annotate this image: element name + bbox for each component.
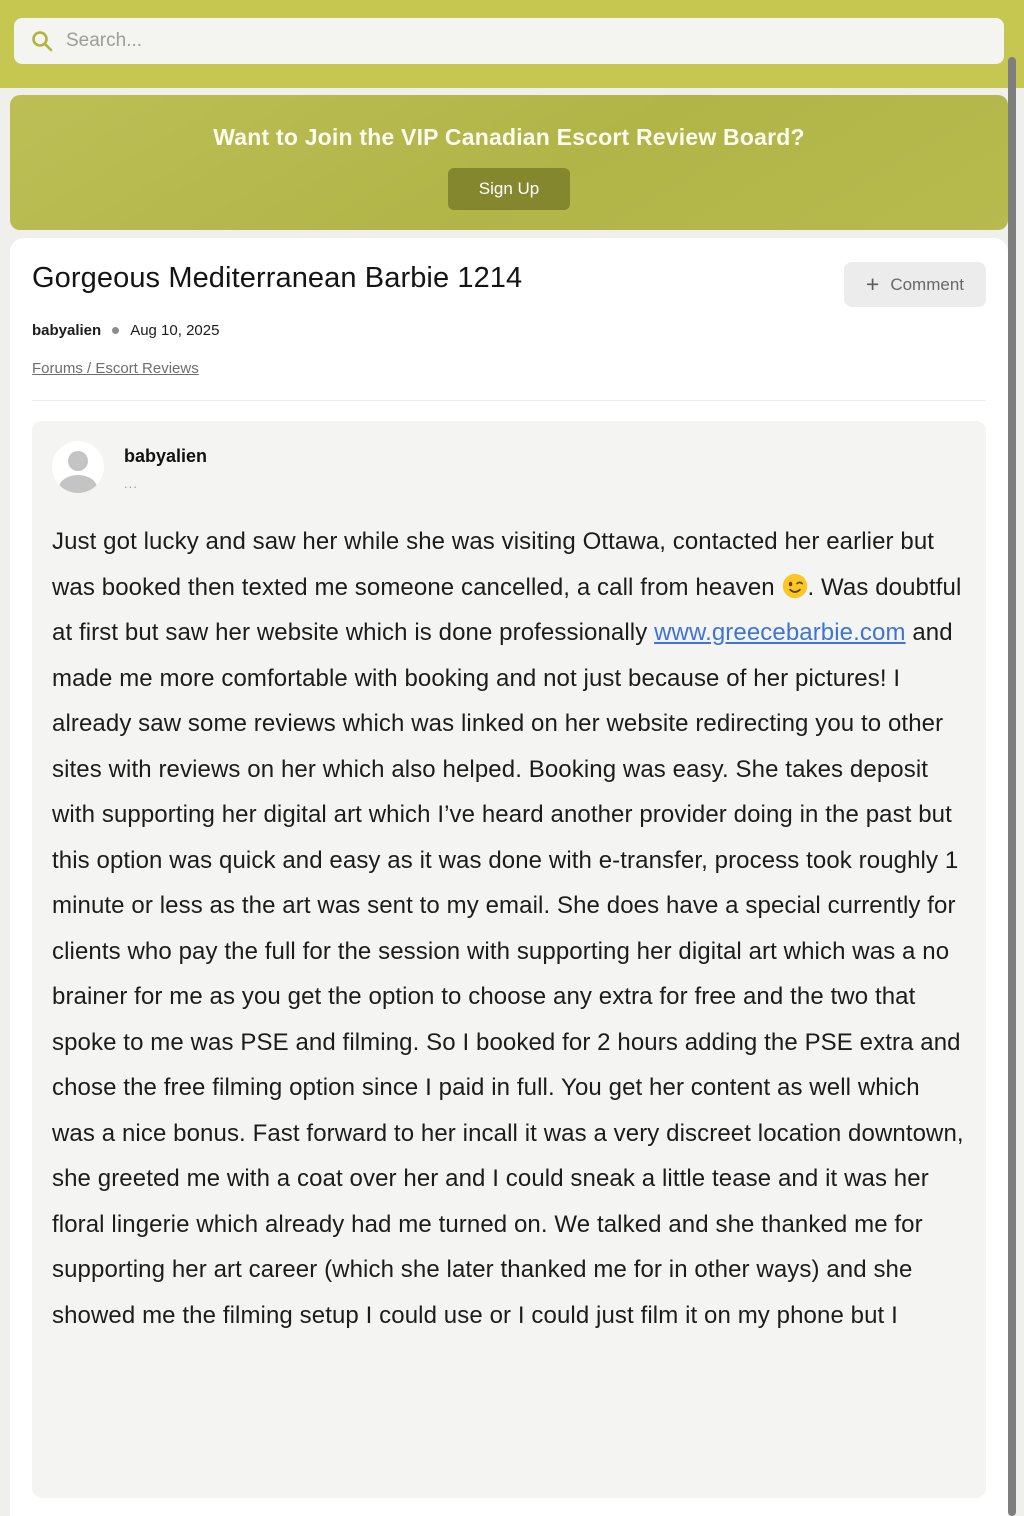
thread-date: Aug 10, 2025 <box>130 322 220 339</box>
thread-card <box>10 238 1008 1516</box>
divider <box>32 400 986 401</box>
top-header <box>0 0 1024 88</box>
vip-banner <box>10 95 1008 230</box>
thread-meta <box>32 322 986 339</box>
page-title: Gorgeous Mediterranean Barbie 1214 <box>32 262 523 294</box>
post-text-1: Just got lucky and saw her while she was visiting Ottawa, contacted her earlier but was booked then texted me someone cancelled, a call from heaven <box>52 528 935 601</box>
post-text-3: and made me more comfortable with booking and not just because of her pictures! I already saw some reviews which was linked on her website redirecting you to other sites with reviews on her which also helped. Booking was easy. She takes deposit with supporting her digital art which I’ve heard another provider doing in the past but this option was quick and easy as it was done with e-transfer, process took roughly 1 minute or less as the art was sent to my email. She does have a special currently for clients who pay the full for the session with supporting her digital art which was a no brainer for me as you get the option to choose any extra for free and the two that spoke to me was PSE and filming. So I booked for 2 hours adding the PSE extra and chose the free filming option since I paid in full. You get her content as well which was a nice bonus. Fast forward to her incall it was a very discreet location downtown, she greeted me with a coat over her and I could sneak a little tease and it was her floral lingerie which already had me turned on. We talked and she thanked me for supporting her art career (which she later thanked me for in other ways) and she showed me the filming setup I could use or I could just film it on my phone but I <box>52 619 964 1329</box>
winking-face-emoji <box>782 569 808 595</box>
search-bar <box>14 18 1004 64</box>
breadcrumb[interactable]: Forums / Escort Reviews <box>32 360 199 377</box>
title-row <box>32 262 986 307</box>
search-icon <box>30 29 54 53</box>
plus-icon: + <box>865 271 880 297</box>
post-text-2: . Was doubtful at first but saw her website which is done professionally <box>52 573 962 646</box>
banner-heading: Want to Join the VIP Canadian Escort Review Board? <box>213 124 805 150</box>
dot-separator <box>112 327 119 334</box>
comment-button[interactable] <box>844 262 986 307</box>
post-card <box>32 421 986 1498</box>
scrollbar[interactable] <box>1008 57 1016 1516</box>
post-author: babyalien <box>124 446 208 466</box>
thread-author: babyalien <box>32 322 102 339</box>
avatar <box>52 441 104 493</box>
post-body <box>52 519 966 1338</box>
comment-button-label: Comment <box>890 274 964 294</box>
search-input[interactable] <box>14 18 1004 64</box>
website-link[interactable]: www.greecebarbie.com <box>654 619 906 646</box>
post-author-subtext: ... <box>124 476 138 491</box>
post-author-block <box>124 441 207 493</box>
sign-up-button[interactable]: Sign Up <box>448 168 570 210</box>
post-header <box>52 441 966 493</box>
